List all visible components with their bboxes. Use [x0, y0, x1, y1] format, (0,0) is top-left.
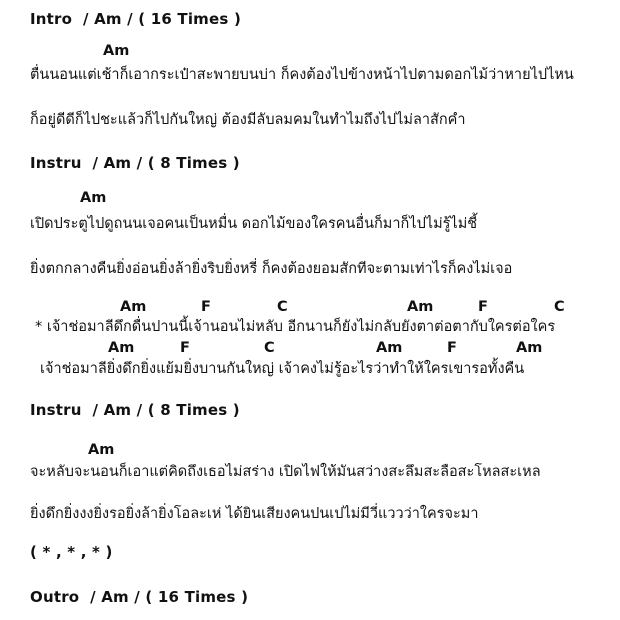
lyric-line: ยิ่งตกกลางคืนยิ่งอ่อนยิ่งล้ายิ่งริบยิ่งหรี่ ก็คงต้องยอมสักทีจะตามเท่าไรก็คงไม่เจอ [30, 261, 513, 277]
chorus-lyric-line: * เจ้าช่อมาลีดึกดื่นปานนี้เจ้านอนไม่หลับ อีกนานก็ยังไม่กลับยังตาต่อตากับใครต่อใคร [35, 319, 556, 335]
chord: C [277, 299, 288, 315]
repeat-marker: ( * , * , * ) [30, 543, 113, 561]
chord: F [447, 340, 457, 356]
section-header-instru-2: Instru / Am / ( 8 Times ) [30, 401, 240, 419]
chorus-chord-row-2 [0, 340, 620, 358]
lyric-line: ตื่นนอนแต่เช้าก็เอากระเป๋าสะพายบนบ่า ก็คงต้องไปข้างหน้าไปตามดอกไม้ว่าหายไปไหน [30, 67, 574, 83]
chord: F [478, 299, 488, 315]
chord: F [201, 299, 211, 315]
chord: Am [120, 299, 147, 315]
chord-label-verse1: Am [103, 43, 130, 59]
section-header-instru-1: Instru / Am / ( 8 Times ) [30, 154, 240, 172]
lyric-line: เปิดประตูไปดูถนนเจอคนเป็นหมื่น ดอกไม้ของใครคนอื่นก็มาก็ไปไม่รู้ไม่ชี้ [30, 216, 478, 232]
chord-label-verse2: Am [80, 190, 107, 206]
chord: Am [108, 340, 135, 356]
lyric-line: จะหลับจะนอนก็เอาแต่คิดถึงเธอไม่สร่าง เปิดไฟให้มันสว่างสะลึมสะลือสะโหลสะเหล [30, 464, 541, 480]
chord: F [180, 340, 190, 356]
chord: Am [376, 340, 403, 356]
chord: C [264, 340, 275, 356]
chord-label-verse3: Am [88, 442, 115, 458]
chord: Am [407, 299, 434, 315]
chord: Am [516, 340, 543, 356]
lyric-line: ยิ่งดึกยิ่งงงยิ่งรอยิ่งล้ายิ่งโอละเห่ ได้ยินเสียงคนปนเปไม่มีวี่แววว่าใครจะมา [30, 506, 479, 522]
chorus-lyric-line: เจ้าช่อมาลียิ่งดึกยิ่งแย้มยิ่งบานกันใหญ่ เจ้าคงไม่รู้อะไรว่าทำให้ใครเขารอทั้งคืน [40, 361, 525, 377]
lyric-line: ก็อยู่ดีดีก็ไปชะแล้วก็ไปกันใหญ่ ต้องมีลับลมคมในทำไมถึงไปไม่ลาสักคำ [30, 112, 466, 128]
chord: C [554, 299, 565, 315]
section-header-outro: Outro / Am / ( 16 Times ) [30, 588, 249, 606]
section-header-intro: Intro / Am / ( 16 Times ) [30, 10, 241, 28]
